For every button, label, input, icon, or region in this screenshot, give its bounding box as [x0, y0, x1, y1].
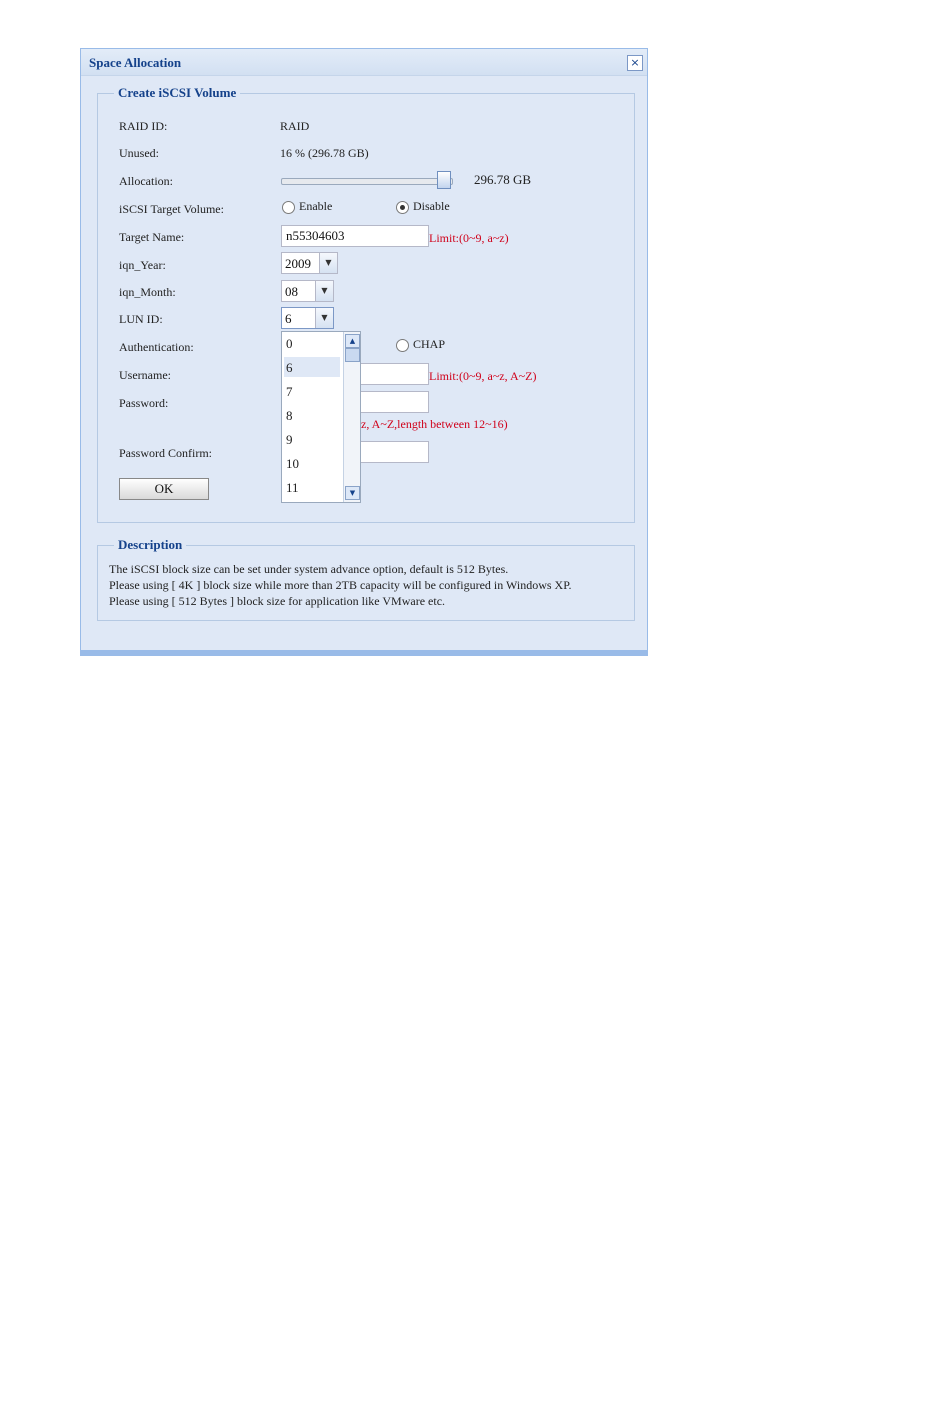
dialog-title: Space Allocation	[89, 55, 182, 70]
chap-label: CHAP	[413, 337, 446, 351]
enable-radio[interactable]	[282, 201, 295, 214]
description-legend: Description	[118, 537, 183, 552]
dialog-titlebar[interactable]	[81, 49, 647, 76]
lun-id-value: 6	[285, 311, 292, 326]
scrollbar-thumb[interactable]	[345, 348, 360, 362]
dropdown-option[interactable]: 10	[286, 456, 299, 471]
dialog-bottom-border	[81, 650, 647, 655]
dropdown-option[interactable]: 9	[286, 432, 293, 447]
username-label: Username:	[119, 368, 171, 382]
iqn-year-label: iqn_Year:	[119, 258, 166, 272]
raid-id-value: RAID	[280, 119, 310, 133]
chevron-down-icon[interactable]: ▼	[319, 253, 337, 273]
lun-id-select[interactable]	[281, 307, 334, 329]
iqn-year-select[interactable]	[281, 252, 338, 274]
allocation-slider-thumb[interactable]	[437, 171, 451, 189]
target-volume-label: iSCSI Target Volume:	[119, 202, 224, 216]
dropdown-scrollbar[interactable]	[343, 332, 360, 502]
password-confirm-label: Password Confirm:	[119, 446, 212, 460]
iqn-month-select[interactable]	[281, 280, 334, 302]
raid-id-label: RAID ID:	[119, 119, 168, 133]
dropdown-option-selected[interactable]: 6	[286, 360, 293, 375]
target-name-label: Target Name:	[119, 230, 185, 244]
target-name-hint: Limit:(0~9, a~z)	[429, 231, 509, 245]
authentication-label: Authentication:	[119, 340, 194, 354]
iqn-year-value: 2009	[285, 256, 311, 271]
iqn-month-label: iqn_Month:	[119, 285, 176, 299]
unused-value: 16 % (296.78 GB)	[280, 146, 369, 160]
dropdown-option[interactable]: 8	[286, 408, 293, 423]
dropdown-option[interactable]: 0	[286, 336, 293, 351]
enable-label: Enable	[299, 199, 333, 213]
dropdown-option[interactable]: 11	[286, 480, 299, 495]
disable-label: Disable	[413, 199, 450, 213]
allocation-value: 296.78 GB	[474, 172, 532, 187]
password-label: Password:	[119, 396, 169, 410]
chap-radio[interactable]	[396, 339, 409, 352]
disable-radio[interactable]	[396, 201, 409, 214]
ok-button[interactable]: OK	[119, 478, 209, 500]
chevron-down-icon[interactable]: ▼	[345, 486, 360, 500]
target-name-input[interactable]	[281, 225, 429, 247]
chevron-up-icon[interactable]: ▲	[345, 334, 360, 348]
description-line: Please using [ 4K ] block size while more than 2TB capacity will be configured in Windows XP.	[109, 578, 572, 592]
space-allocation-dialog	[80, 48, 648, 656]
description-line: The iSCSI block size can be set under system advance option, default is 512 Bytes.	[109, 562, 509, 576]
chevron-down-icon[interactable]: ▼	[315, 281, 333, 301]
allocation-slider-track[interactable]	[281, 178, 453, 185]
iqn-month-value: 08	[285, 284, 298, 299]
unused-label: Unused:	[119, 146, 159, 160]
dropdown-option[interactable]: 7	[286, 384, 293, 399]
create-iscsi-volume-legend: Create iSCSI Volume	[118, 85, 237, 100]
lun-id-dropdown-list[interactable]	[281, 331, 361, 503]
password-hint: z, A~Z,length between 12~16)	[361, 417, 508, 431]
chevron-down-icon[interactable]: ▼	[315, 308, 333, 328]
lun-id-label: LUN ID:	[119, 312, 163, 326]
username-hint: Limit:(0~9, a~z, A~Z)	[429, 369, 537, 383]
close-icon[interactable]: ×	[627, 55, 643, 71]
description-line: Please using [ 512 Bytes ] block size for application like VMware etc.	[109, 594, 446, 608]
allocation-label: Allocation:	[119, 174, 173, 188]
